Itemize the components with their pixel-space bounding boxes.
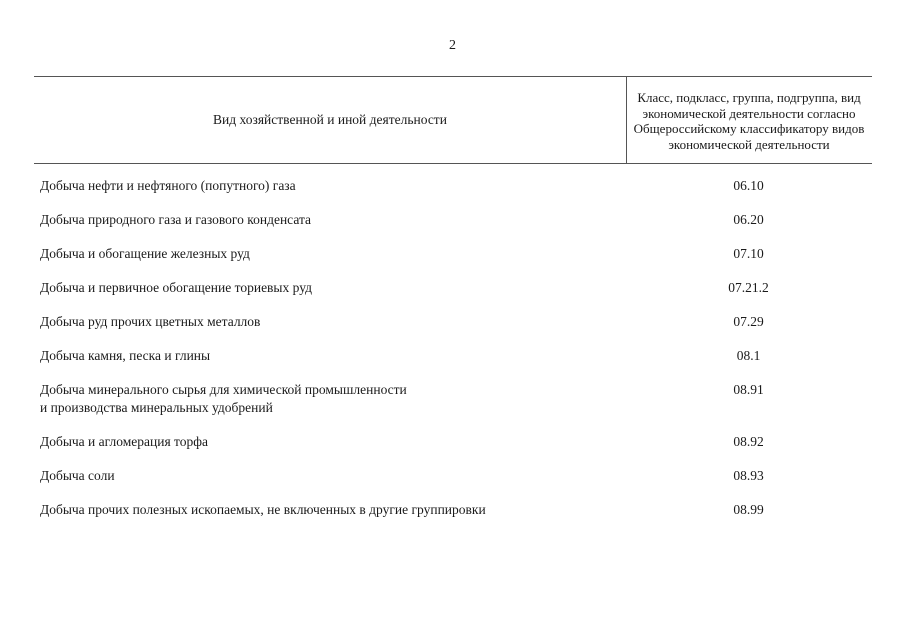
table-row [34, 433, 872, 451]
code-cell: 06.20 [733, 212, 764, 227]
code-cell: 08.91 [733, 382, 764, 397]
code-cell: 08.93 [733, 468, 764, 483]
table-row [34, 501, 872, 519]
table-row [34, 211, 872, 229]
activity-cell: Добыча соли [40, 468, 115, 483]
activity-cell: Добыча руд прочих цветных металлов [40, 314, 261, 329]
header-activity: Вид хозяйственной и иной деятельности [213, 112, 447, 127]
table-row [34, 279, 872, 297]
code-cell: 08.99 [733, 502, 764, 517]
table-row [34, 381, 872, 417]
page-number: 2 [449, 38, 456, 53]
code-cell: 08.1 [736, 348, 761, 363]
code-cell: 06.10 [733, 178, 764, 193]
table-row [34, 245, 872, 263]
activity-table [34, 76, 872, 535]
activity-cell: Добыча и агломерация торфа [40, 434, 208, 449]
table-row [34, 467, 872, 485]
table-header [34, 76, 872, 164]
activity-cell: Добыча прочих полезных ископаемых, не включенных в другие группировки [40, 502, 486, 517]
table-row [34, 313, 872, 331]
activity-cell: Добыча минерального сырья для химической промышленности и производства минеральных удобрений [40, 382, 407, 415]
header-classification: Класс, подкласс, группа, подгруппа, вид экономической деятельности согласно Общероссийскому классификатору видов экономической деятельности [626, 77, 871, 163]
table-row [34, 347, 872, 365]
code-cell: 08.92 [733, 434, 764, 449]
activity-cell: Добыча камня, песка и глины [40, 348, 211, 363]
activity-cell: Добыча природного газа и газового конденсата [40, 212, 312, 227]
code-cell: 07.21.2 [728, 280, 769, 295]
activity-cell: Добыча и обогащение железных руд [40, 246, 250, 261]
code-cell: 07.29 [733, 314, 764, 329]
code-cell: 07.10 [733, 246, 764, 261]
activity-cell: Добыча и первичное обогащение ториевых руд [40, 280, 312, 295]
activity-cell: Добыча нефти и нефтяного (попутного) газа [40, 178, 296, 193]
table-body [34, 164, 872, 519]
table-row [34, 177, 872, 195]
